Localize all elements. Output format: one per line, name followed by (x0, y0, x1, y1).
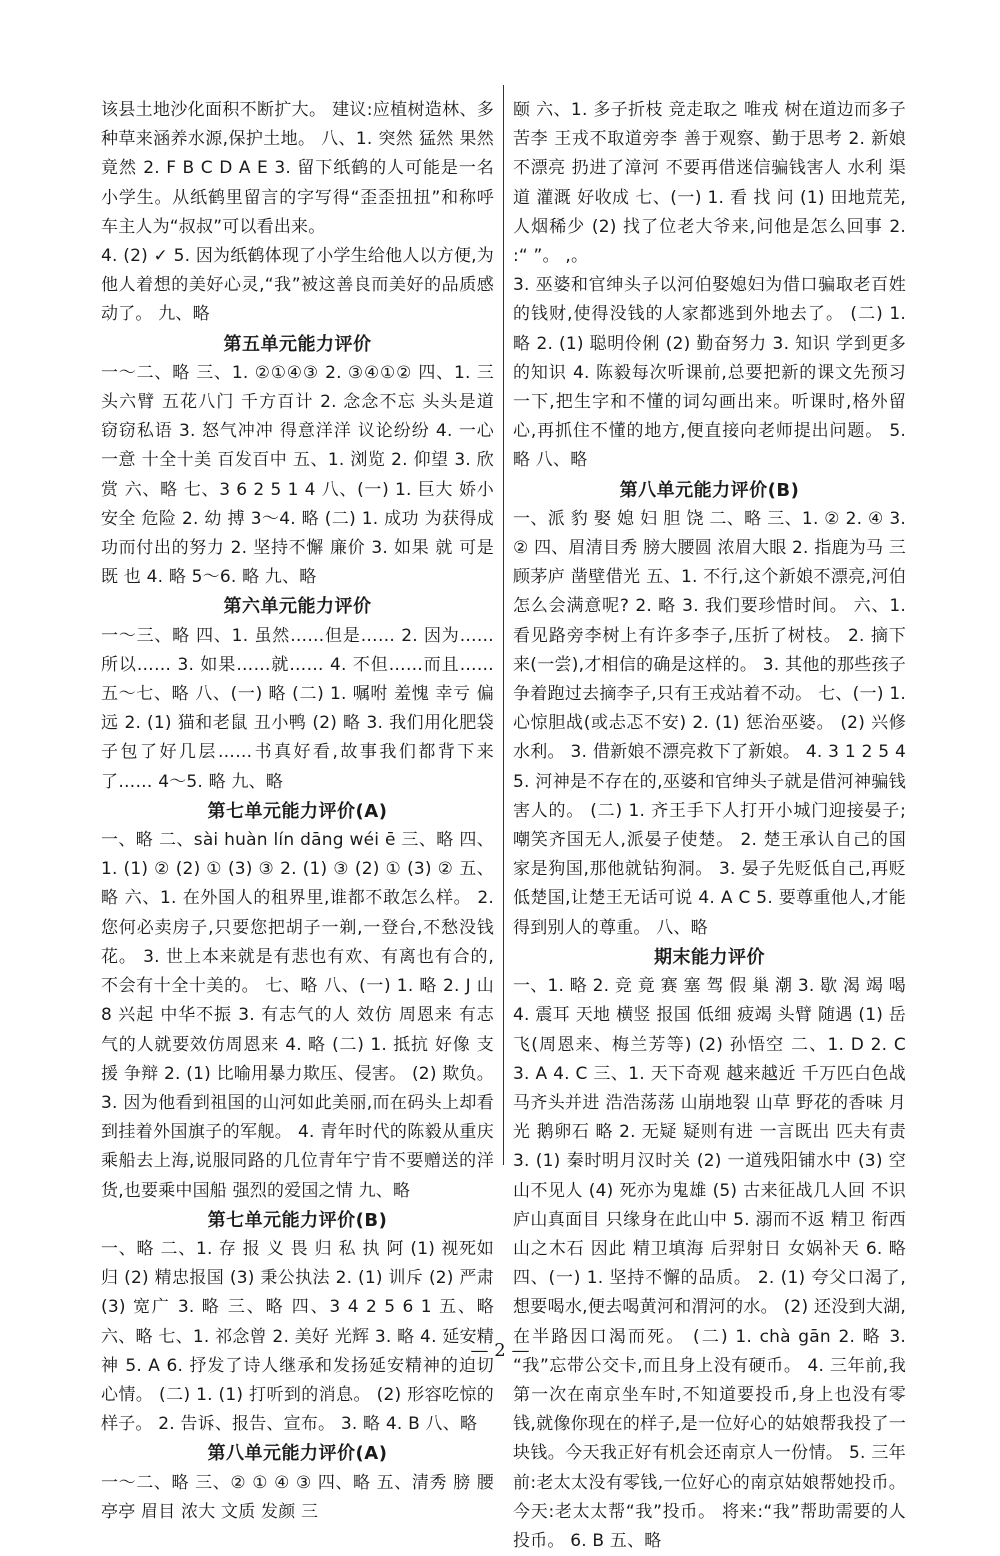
section-heading: 第八单元能力评价(A) (207, 1443, 388, 1465)
paragraph: 颐 六、1. 多子折枝 竞走取之 唯戎 树在道边而多子 苦李 王戎不取道旁李 善于观察、勤于思考 2. 新娘不漂亮 扔进了漳河 不要再借迷信骗钱害人 水利 渠道 灌溉 好收成 七、(一) 1. 看 找 问 (1) 田地荒芜,人烟稀少 (2) 找了位老大爷来,问他是怎么回事 2. :“ ”。 ,。 (513, 100, 906, 267)
section-heading: 第七单元能力评价(A) (207, 800, 388, 822)
column-divider (503, 85, 504, 1165)
section-heading: 第五单元能力评价 (223, 333, 372, 355)
paragraph: 一、1. 略 2. 竞 竟 赛 塞 驾 假 巢 潮 3. 歇 渴 竭 喝 4. 震耳 天地 横竖 报国 低细 疲竭 头臂 随遇 (1) 岳飞(周恩来、梅兰芳等) (2) 孙悟空 二、1. D 2. C 3. A 4. C 三、1. 天下奇观 越来越近 千万匹白色战马齐头并进 浩浩荡荡 山崩地裂 山草 野花的香味 月光 鹅卵石 略 2. 无疑 疑则有进 一言既出 匹夫有责 3. (1) 秦时明月汉时关 (2) 一道残阳铺水中 (3) 空山不见人 (4) 死亦为鬼雄 (5) 古来征战几人回 不识庐山真面目 只缘身在此山中 5. 溺而不返 精卫 衔西山之木石 因此 精卫填海 后羿射日 女娲补天 6. 略 四、(一) 1. 坚持不懈的品质。 2. (1) 夸父口渴了,想要喝水,便去喝黄河和渭河的水。 (2) 还没到大湖,在半路因口渴而死。 (二) 1. chà gān 2. 略 3. “我”忘带公交卡,而且身上没有硬币。 4. 三年前,我第一次在南京坐车时,不知道要投币,身上也没有零钱,就像你现在的样子,是一位好心的姑娘帮我投了一块钱。今天我正好有机会还南京人一份情。 5. 三年前:老太太没有零钱,一位好心的南京姑娘帮她投币。 今天:老太太帮“我”投币。 将来:“我”帮助需要的人投币。 6. B 五、略 (513, 976, 906, 1551)
page-number: — 2 — (470, 1340, 530, 1361)
paragraph: 4. (2) ✓ 5. 因为纸鹤体现了小学生给他人以方便,为他人着想的美好心灵,“我”被这善良而美好的品质感动了。 九、略 (101, 246, 494, 325)
section-heading: 第八单元能力评价(B) (619, 479, 800, 501)
section-heading: 第六单元能力评价 (223, 596, 372, 618)
left-column (101, 96, 494, 1527)
paragraph: 一～二、略 三、② ① ④ ③ 四、略 五、清秀 膀 腰 亭亭 眉目 浓大 文质 发颜 三 (101, 1472, 494, 1522)
paragraph: 一、略 二、sài huàn lín dāng wéi ē 三、略 四、1. (1) ② (2) ① (3) ③ 2. (1) ③ (2) ① (3) ② 五、略 六、1. 在外国人的租界里,谁都不敢怎么样。 2. 您何必卖房子,只要您把胡子一剃,一登台,不愁没钱花。 3. 世上本来就是有悲也有欢、有离也有合的,不会有十全十美的。 七、略 八、(一) 1. 略 2. J 山 8 兴起 中华不振 3. 有志气的人 效仿 周恩来 有志气的人就要效仿周恩来 4. 略 (二) 1. 抵抗 好像 支援 争辩 2. (1) 比喻用暴力欺压、侵害。 (2) 欺负。 3. 因为他看到祖国的山河如此美丽,而在码头上却看到挂着外国旗子的军舰。 4. 青年时代的陈毅从重庆乘船去上海,说服同路的几位青年宁肯不要赠送的洋货,也要乘中国船 强烈的爱国之情 九、略 (101, 830, 494, 1201)
paragraph: 该县土地沙化面积不断扩大。 建议:应植树造林、多种草来涵养水源,保护土地。 八、1. 突然 猛然 果然 竟然 2. F B C D A E 3. 留下纸鹤的人可能是一名小学生。从纸鹤里留言的字写得“歪歪扭扭”和称呼车主人为“叔叔”可以看出来。 (101, 100, 494, 237)
paragraph: 一、略 二、1. 存 报 义 畏 归 私 执 阿 (1) 视死如归 (2) 精忠报国 (3) 秉公执法 2. (1) 训斥 (2) 严肃 (3) 宽广 3. 略 三、略 四、3 4 2 5 6 1 五、略 六、略 七、1. 祁念曾 2. 美好 光辉 3. 略 4. 延安精神 5. A 6. 抒发了诗人继承和发扬延安精神的迫切心情。 (二) 1. (1) 打听到的消息。 (2) 形容吃惊的样子。 2. 告诉、报告、宣布。 3. 略 4. B 八、略 (101, 1238, 494, 1435)
section-heading: 期末能力评价 (654, 946, 765, 968)
paragraph: 一～三、略 四、1. 虽然……但是…… 2. 因为……所以…… 3. 如果……就…… 4. 不但……而且…… 五～七、略 八、(一) 略 (二) 1. 嘱咐 羞愧 幸亏 偏远 2. (1) 猫和老鼠 丑小鸭 (2) 略 3. 我们用化肥袋子包了好几层……书真好看,故事我们都背下来了…… 4～5. 略 九、略 (101, 625, 494, 792)
paragraph: 一～二、略 三、1. ②①④③ 2. ③④①② 四、1. 三头六臂 五花八门 千方百计 2. 念念不忘 头头是道 窃窃私语 3. 怒气冲冲 得意洋洋 议论纷纷 4. 一心一意 十全十美 百发百中 五、1. 浏览 2. 仰望 3. 欣赏 六、略 七、3 6 2 5 1 4 八、(一) 1. 巨大 娇小 安全 危险 2. 幼 搏 3～4. 略 (二) 1. 成功 为获得成功而付出的努力 2. 坚持不懈 廉价 3. 如果 就 可是 既 也 4. 略 5～6. 略 九、略 (101, 362, 494, 588)
section-heading: 第七单元能力评价(B) (207, 1209, 388, 1231)
paragraph: 3. 巫婆和官绅头子以河伯娶媳妇为借口骗取老百姓的钱财,使得没钱的人家都逃到外地去了。 (二) 1. 略 2. (1) 聪明伶俐 (2) 勤奋努力 3. 知识 学到更多的知识 4. 陈毅每次听课前,总要把新的课文先预习一下,把生字和不懂的词勾画出来。听课时,格外留心,再抓住不懂的地方,便直接向老师提出问题。 5. 略 八、略 (513, 275, 906, 471)
paragraph: 一、派 豹 娶 媳 妇 胆 饶 二、略 三、1. ② 2. ④ 3. ② 四、眉清目秀 膀大腰圆 浓眉大眼 2. 指鹿为马 三顾茅庐 凿壁借光 五、1. 不行,这个新娘不漂亮,河伯怎么会满意呢? 2. 略 3. 我们要珍惜时间。 六、1. 看见路旁李树上有许多李子,压折了树枝。 2. 摘下来(一尝),才相信的确是这样的。 3. 其他的那些孩子争着跑过去摘李子,只有王戎站着不动。 七、(一) 1. 心惊胆战(或忐忑不安) 2. (1) 惩治巫婆。 (2) 兴修水利。 3. 借新娘不漂亮救下了新娘。 4. 3 1 2 5 4 5. 河神是不存在的,巫婆和官绅头子就是借河神骗钱害人的。 (二) 1. 齐王手下人打开小城门迎接晏子;嘲笑齐国无人,派晏子使楚。 2. 楚王承认自己的国家是狗国,那他就钻狗洞。 3. 晏子先贬低自己,再贬低楚国,让楚王无话可说 4. A C 5. 要尊重他人,才能得到别人的尊重。 八、略 (513, 508, 906, 938)
right-column (513, 96, 906, 1556)
